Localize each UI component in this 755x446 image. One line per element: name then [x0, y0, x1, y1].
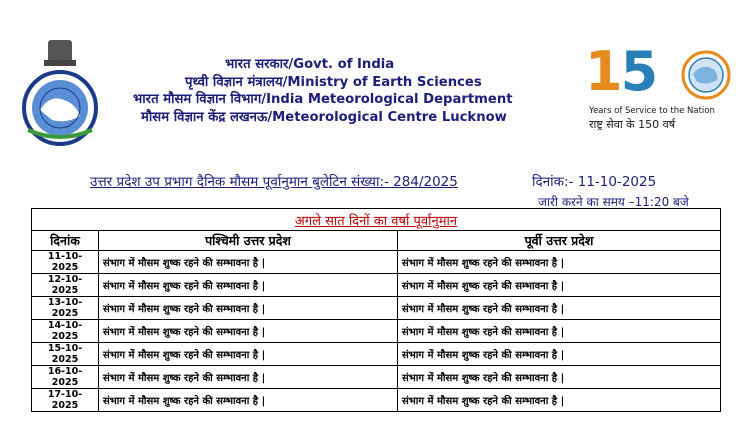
issue-time: जारी करने का समय –11:20 बजे	[538, 195, 689, 209]
table-row	[32, 366, 721, 389]
east-forecast: संभाग में मौसम शुष्क रहने की सम्भावना है |	[398, 274, 721, 297]
west-forecast: संभाग में मौसम शुष्क रहने की सम्भावना है |	[99, 389, 398, 412]
east-forecast: संभाग में मौसम शुष्क रहने की सम्भावना है |	[398, 297, 721, 320]
globe-seal-icon	[681, 50, 731, 100]
header-block	[133, 56, 513, 126]
anniversary-tagline: Years of Service to the Nation	[589, 106, 715, 116]
east-forecast: संभाग में मौसम शुष्क रहने की सम्भावना है |	[398, 366, 721, 389]
department-line: भारत मौसम विज्ञान विभाग/India Meteorological Department	[133, 92, 513, 108]
row-date: 17-10-2025	[32, 389, 99, 412]
govt-of-india-line: भारत सरकार/Govt. of India	[225, 57, 395, 72]
column-header-date: दिनांक	[32, 231, 99, 251]
table-row	[32, 343, 721, 366]
column-header-west: पश्चिमी उत्तर प्रदेश	[99, 231, 398, 251]
east-forecast: संभाग में मौसम शुष्क रहने की सम्भावना है |	[398, 251, 721, 274]
row-date: 14-10-2025	[32, 320, 99, 343]
row-date: 12-10-2025	[32, 274, 99, 297]
west-forecast: संभाग में मौसम शुष्क रहने की सम्भावना है |	[99, 274, 398, 297]
east-forecast: संभाग में मौसम शुष्क रहने की सम्भावना है |	[398, 389, 721, 412]
table-row	[32, 297, 721, 320]
national-emblem-icon	[14, 38, 106, 150]
table-caption: अगले सात दिनों का वर्षा पूर्वानुमान	[32, 209, 721, 231]
forecast-table	[31, 208, 721, 412]
east-forecast: संभाग में मौसम शुष्क रहने की सम्भावना है |	[398, 343, 721, 366]
table-row	[32, 320, 721, 343]
east-forecast: संभाग में मौसम शुष्क रहने की सम्भावना है |	[398, 320, 721, 343]
table-row	[32, 251, 721, 274]
ministry-line: पृथ्वी विज्ञान मंत्रालय/Ministry of Earth Sciences	[185, 74, 482, 90]
table-row	[32, 389, 721, 412]
table-caption-row	[32, 209, 721, 231]
west-forecast: संभाग में मौसम शुष्क रहने की सम्भावना है |	[99, 366, 398, 389]
row-date: 13-10-2025	[32, 297, 99, 320]
anniversary-tagline-hindi: राष्ट्र सेवा के 150 वर्ष	[589, 118, 676, 131]
west-forecast: संभाग में मौसम शुष्क रहने की सम्भावना है |	[99, 297, 398, 320]
west-forecast: संभाग में मौसम शुष्क रहने की सम्भावना है |	[99, 251, 398, 274]
table-row	[32, 274, 721, 297]
west-forecast: संभाग में मौसम शुष्क रहने की सम्भावना है |	[99, 343, 398, 366]
anniversary-number: 15	[585, 40, 657, 103]
column-header-east: पूर्वी उत्तर प्रदेश	[398, 231, 721, 251]
imd-emblem-logo	[14, 38, 106, 150]
row-date: 11-10-2025	[32, 251, 99, 274]
west-forecast: संभाग में मौसम शुष्क रहने की सम्भावना है |	[99, 320, 398, 343]
bulletin-title: उत्तर प्रदेश उप प्रभाग दैनिक मौसम पूर्वानुमान बुलेटिन संख्या:- 284/2025	[90, 174, 458, 190]
table-header-row	[32, 231, 721, 251]
row-date: 15-10-2025	[32, 343, 99, 366]
row-date: 16-10-2025	[32, 366, 99, 389]
imd-150-years-logo	[585, 40, 740, 136]
bulletin-date: दिनांक:- 11-10-2025	[532, 174, 657, 190]
centre-line: मौसम विज्ञान केंद्र लखनऊ/Meteorological Centre Lucknow	[141, 109, 507, 125]
